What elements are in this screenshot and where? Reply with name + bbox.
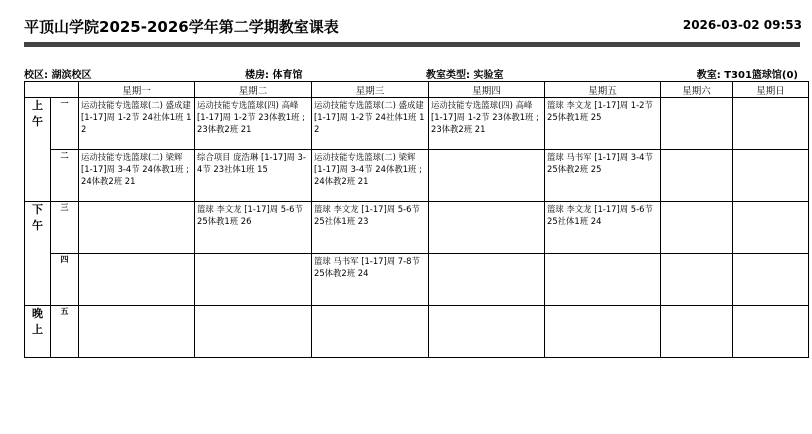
schedule-cell xyxy=(733,254,809,306)
course-entry: 篮球 马书军 [1-17]周 7-8节 25体教2班 24 xyxy=(314,256,420,278)
schedule-cell xyxy=(312,202,429,254)
schedule-cell xyxy=(79,306,195,358)
schedule-cell xyxy=(661,254,733,306)
schedule-cell xyxy=(312,254,429,306)
time-of-day-label xyxy=(25,98,51,202)
course-entry: 篮球 李文龙 [1-17]周 5-6节 25社体1班 24 xyxy=(547,204,653,226)
course-entry xyxy=(429,202,544,204)
period-row xyxy=(25,254,809,306)
schedule-cell xyxy=(312,98,429,150)
course-entry: 篮球 李文龙 [1-17]周 1-2节 25体教1班 25 xyxy=(547,100,653,122)
schedule-cell xyxy=(661,202,733,254)
schedule-cell xyxy=(661,98,733,150)
schedule-cell xyxy=(429,98,545,150)
day-header-mon: 星期一 xyxy=(79,82,195,98)
campus-label: 校区: xyxy=(24,70,48,81)
schedule-cell xyxy=(79,202,195,254)
day-header-fri: 星期五 xyxy=(545,82,661,98)
day-header-wed: 星期三 xyxy=(312,82,429,98)
course-entry xyxy=(195,306,311,308)
schedule-cell xyxy=(545,306,661,358)
course-entry: 综合项目 庞浩琳 [1-17]周 3-4节 23社体1班 15 xyxy=(197,152,306,174)
course-entry xyxy=(79,306,194,308)
period-row xyxy=(25,150,809,202)
period-number: 三 xyxy=(51,202,79,254)
schedule-table xyxy=(24,81,809,358)
page-title: 平顶山学院2025-2026学年第二学期教室课表 xyxy=(24,18,339,36)
schedule-cell xyxy=(79,254,195,306)
period-number: 二 xyxy=(51,150,79,202)
schedule-cell xyxy=(79,98,195,150)
day-header-thu: 星期四 xyxy=(429,82,545,98)
course-entry: 运动技能专选篮球(二) 梁辉 [1-17]周 3-4节 24体教1班 ;24体教2班 21 xyxy=(81,152,189,186)
schedule-cell xyxy=(733,98,809,150)
schedule-cell xyxy=(429,306,545,358)
period-row xyxy=(25,98,809,150)
schedule-cell xyxy=(195,98,312,150)
course-entry: 运动技能专选篮球(二) 梁辉 [1-17]周 3-4节 24体教1班 ;24体教2班 21 xyxy=(314,152,422,186)
schedule-cell xyxy=(545,202,661,254)
course-entry: 运动技能专选篮球(四) 高峰 [1-17]周 1-2节 23体教1班 ;23体教2班 21 xyxy=(197,100,305,134)
day-header-sat: 星期六 xyxy=(661,82,733,98)
course-entry xyxy=(429,150,544,152)
course-entry xyxy=(545,254,660,256)
schedule-cell xyxy=(195,150,312,202)
period-row xyxy=(25,306,809,358)
course-entry xyxy=(733,98,808,100)
period-number: 五 xyxy=(51,306,79,358)
course-entry xyxy=(429,254,544,256)
room-type-value: 实验室 xyxy=(473,70,504,81)
corner-cell xyxy=(25,82,79,98)
room-label: 教室: xyxy=(696,70,721,81)
room-info xyxy=(697,66,798,81)
schedule-cell xyxy=(661,150,733,202)
room-value: T301篮球馆(0) xyxy=(724,70,798,81)
building-label: 楼房: xyxy=(245,70,269,81)
building-value: 体育馆 xyxy=(272,70,303,81)
period-number: 一 xyxy=(51,98,79,150)
schedule-cell xyxy=(545,150,661,202)
course-entry xyxy=(661,150,732,152)
time-of-day-label xyxy=(25,202,51,306)
course-entry xyxy=(79,202,194,204)
day-header-sun: 星期日 xyxy=(733,82,809,98)
schedule-cell xyxy=(195,254,312,306)
schedule-cell xyxy=(429,202,545,254)
time-of-day-text: 下 午 xyxy=(32,203,43,232)
schedule-cell xyxy=(195,306,312,358)
course-entry: 篮球 李文龙 [1-17]周 5-6节 25体教1班 26 xyxy=(197,204,303,226)
course-entry xyxy=(661,306,732,308)
course-entry: 运动技能专选篮球(四) 高峰 [1-17]周 1-2节 23体教1班 ;23体教2班 21 xyxy=(431,100,539,134)
course-entry xyxy=(312,306,428,308)
schedule-cell xyxy=(429,254,545,306)
room-type-label: 教室类型: xyxy=(426,70,470,81)
building-info xyxy=(245,66,302,81)
course-entry xyxy=(545,306,660,308)
course-entry xyxy=(79,254,194,256)
schedule-cell xyxy=(733,202,809,254)
day-header-row xyxy=(25,82,809,98)
course-entry: 运动技能专选篮球(二) 盛成建 [1-17]周 1-2节 24社体1班 12 xyxy=(314,100,425,134)
schedule-cell xyxy=(545,254,661,306)
title-divider xyxy=(24,42,800,47)
print-timestamp: 2026-03-02 09:53 xyxy=(682,18,802,32)
schedule-cell xyxy=(733,306,809,358)
schedule-cell xyxy=(429,150,545,202)
course-entry xyxy=(661,254,732,256)
course-entry: 运动技能专选篮球(二) 盛成建 [1-17]周 1-2节 24社体1班 12 xyxy=(81,100,192,134)
time-of-day-text: 上 午 xyxy=(32,99,43,128)
course-entry xyxy=(733,306,808,308)
course-entry xyxy=(429,306,544,308)
day-header-tue: 星期二 xyxy=(195,82,312,98)
course-entry xyxy=(661,98,732,100)
course-entry: 篮球 李文龙 [1-17]周 5-6节 25社体1班 23 xyxy=(314,204,420,226)
schedule-cell xyxy=(733,150,809,202)
period-number: 四 xyxy=(51,254,79,306)
campus-value: 湖滨校区 xyxy=(51,70,92,81)
schedule-cell xyxy=(312,306,429,358)
period-row xyxy=(25,202,809,254)
course-entry xyxy=(733,254,808,256)
course-entry xyxy=(195,254,311,256)
schedule-cell xyxy=(661,306,733,358)
schedule-cell xyxy=(195,202,312,254)
course-entry xyxy=(733,202,808,204)
course-entry xyxy=(661,202,732,204)
time-of-day-label xyxy=(25,306,51,358)
course-entry xyxy=(733,150,808,152)
course-entry: 篮球 马书军 [1-17]周 3-4节 25体教2班 25 xyxy=(547,152,653,174)
room-type-info xyxy=(426,66,503,81)
schedule-cell xyxy=(79,150,195,202)
schedule-cell xyxy=(312,150,429,202)
schedule-cell xyxy=(545,98,661,150)
time-of-day-text: 晚 上 xyxy=(32,307,43,336)
campus-info xyxy=(24,66,91,81)
